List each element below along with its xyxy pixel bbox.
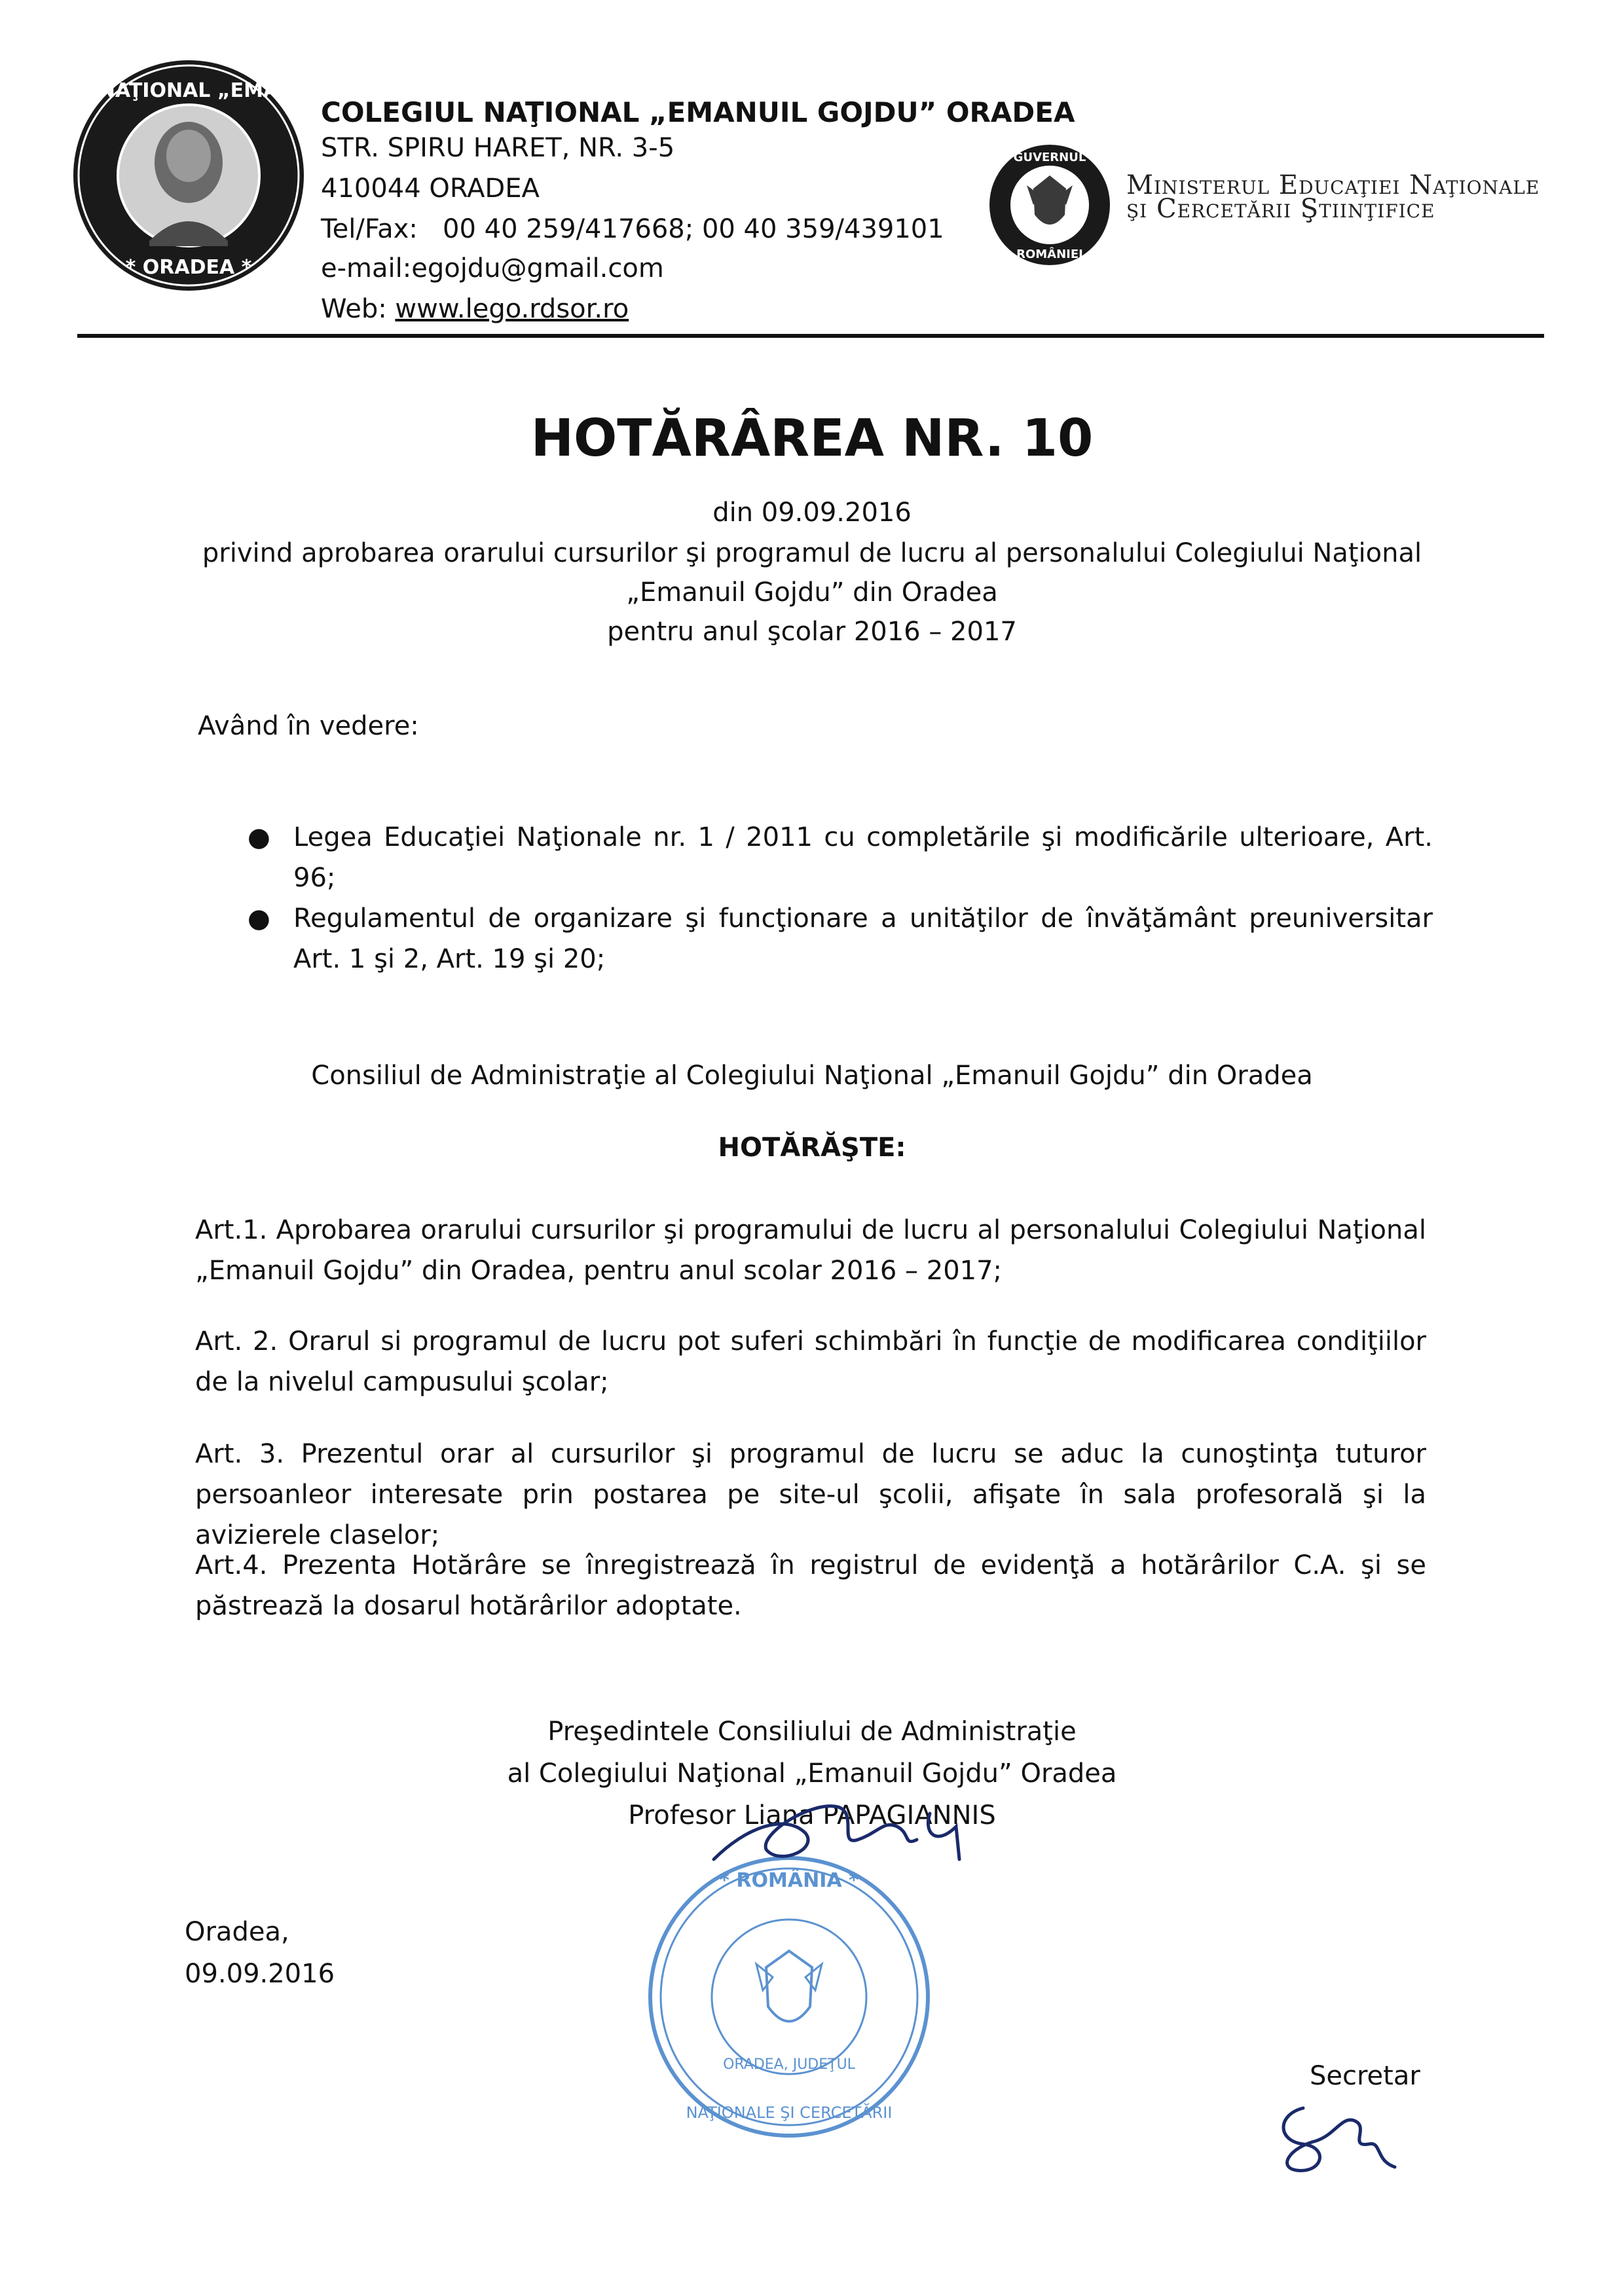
svg-text:ROMÂNIEI: ROMÂNIEI: [1016, 247, 1083, 261]
subject-line-1: privind aprobarea orarului cursurilor şi programul de lucru al personalului Colegiului Naţional: [202, 538, 1422, 568]
institution-name: COLEGIUL NAŢIONAL „EMANUIL GOJDU” ORADEA: [321, 96, 1075, 128]
bullet-list: [248, 817, 1433, 979]
svg-text:NAŢIONALE ŞI CERCETĂRII: NAŢIONALE ŞI CERCETĂRII: [686, 2104, 893, 2122]
subject-line-2: „Emanuil Gojdu” din Oradea: [626, 577, 998, 608]
considering-heading: Având în vedere:: [198, 711, 419, 741]
article-4: Art.4. Prezenta Hotărâre se înregistrează în registrul de evidenţă a hotărârilor C.A. şi se păstrează la dosarul hotărârilor adoptate.: [195, 1550, 1426, 1621]
decides-heading: HOTĂRĂŞTE:: [718, 1133, 906, 1163]
address-line: STR. SPIRU HARET, NR. 3-5: [321, 133, 675, 163]
web-link[interactable]: www.lego.rdsor.ro: [395, 294, 629, 324]
ministry-name-line2: şi Cercetării Ştiinţifice: [1126, 194, 1435, 224]
postal-city: 410044 ORADEA: [321, 173, 540, 204]
svg-text:* ROMÂNIA *: * ROMÂNIA *: [719, 1869, 859, 1892]
school-seal-icon: [71, 58, 306, 293]
svg-text:* ORADEA *: * ORADEA *: [125, 256, 252, 279]
ministry-name-line1: Ministerul Educaţiei Naţionale: [1126, 170, 1540, 200]
government-seal-icon: [987, 143, 1112, 267]
svg-text:ORADEA, JUDEŢUL: ORADEA, JUDEŢUL: [723, 2056, 855, 2073]
place: Oradea,: [185, 1917, 289, 1947]
article-1: Art.1. Aprobarea orarului cursurilor şi programului de lucru al personalului Colegiului Naţional „Emanuil Gojdu” din Oradea, pentru anul scolar 2016 – 2017;: [195, 1215, 1426, 1286]
president-signature-icon: [707, 1787, 982, 1879]
president-institution: al Colegiului Naţional „Emanuil Gojdu” Oradea: [507, 1758, 1117, 1789]
list-item: ● Regulamentul de organizare şi funcţionare a unităţilor de învăţământ preuniversitar Art. 1 şi 2, Art. 19 şi 20;: [248, 898, 1433, 979]
article-2: Art. 2. Orarul si programul de lucru pot suferi schimbări în funcţie de modificarea condiţiilor de la nivelul campusului şcolar;: [195, 1326, 1426, 1397]
bullet-dot-icon: ●: [248, 822, 270, 852]
web-line: [321, 288, 629, 330]
date: 09.09.2016: [185, 1959, 335, 1989]
article-3: Art. 3. Prezentul orar al cursurilor şi programul de lucru se aduc la cunoştinţa tuturor persoanleor interesate prin postarea pe site-ul şcolii, afişate în sala profesorală şi la avizierele claselor;: [195, 1439, 1426, 1550]
svg-text:GUVERNUL: GUVERNUL: [1013, 151, 1086, 164]
header-divider: [77, 334, 1544, 338]
web-label: Web:: [321, 294, 387, 324]
official-stamp-icon: [645, 1853, 933, 2141]
phone-line: [321, 208, 944, 250]
email-line: e-mail:egojdu@gmail.com: [321, 253, 664, 283]
secretary-label: Secretar: [1310, 2061, 1420, 2091]
secretary-signature-icon: [1264, 2095, 1408, 2180]
list-item: ● Legea Educaţiei Naţionale nr. 1 / 2011 cu completările şi modificările ulterioare, Art. 96;: [248, 817, 1433, 898]
date-line: din 09.09.2016: [712, 498, 912, 528]
document-title: HOTĂRÂREA NR. 10: [530, 409, 1094, 468]
bullet-dot-icon: ●: [248, 903, 270, 934]
svg-text:NAŢIONAL „EMA: NAŢIONAL „EMA: [98, 79, 279, 102]
president-name: Profesor Liana PAPAGIANNIS: [628, 1800, 996, 1831]
president-title: Preşedintele Consiliului de Administraţie: [547, 1717, 1077, 1747]
phone-label: Tel/Fax:: [321, 214, 418, 244]
council-line: Consiliul de Administraţie al Colegiului Naţional „Emanuil Gojdu” din Oradea: [311, 1061, 1313, 1091]
phone-value: 00 40 259/417668; 00 40 359/439101: [443, 214, 944, 244]
subject-line-3: pentru anul şcolar 2016 – 2017: [607, 617, 1017, 647]
